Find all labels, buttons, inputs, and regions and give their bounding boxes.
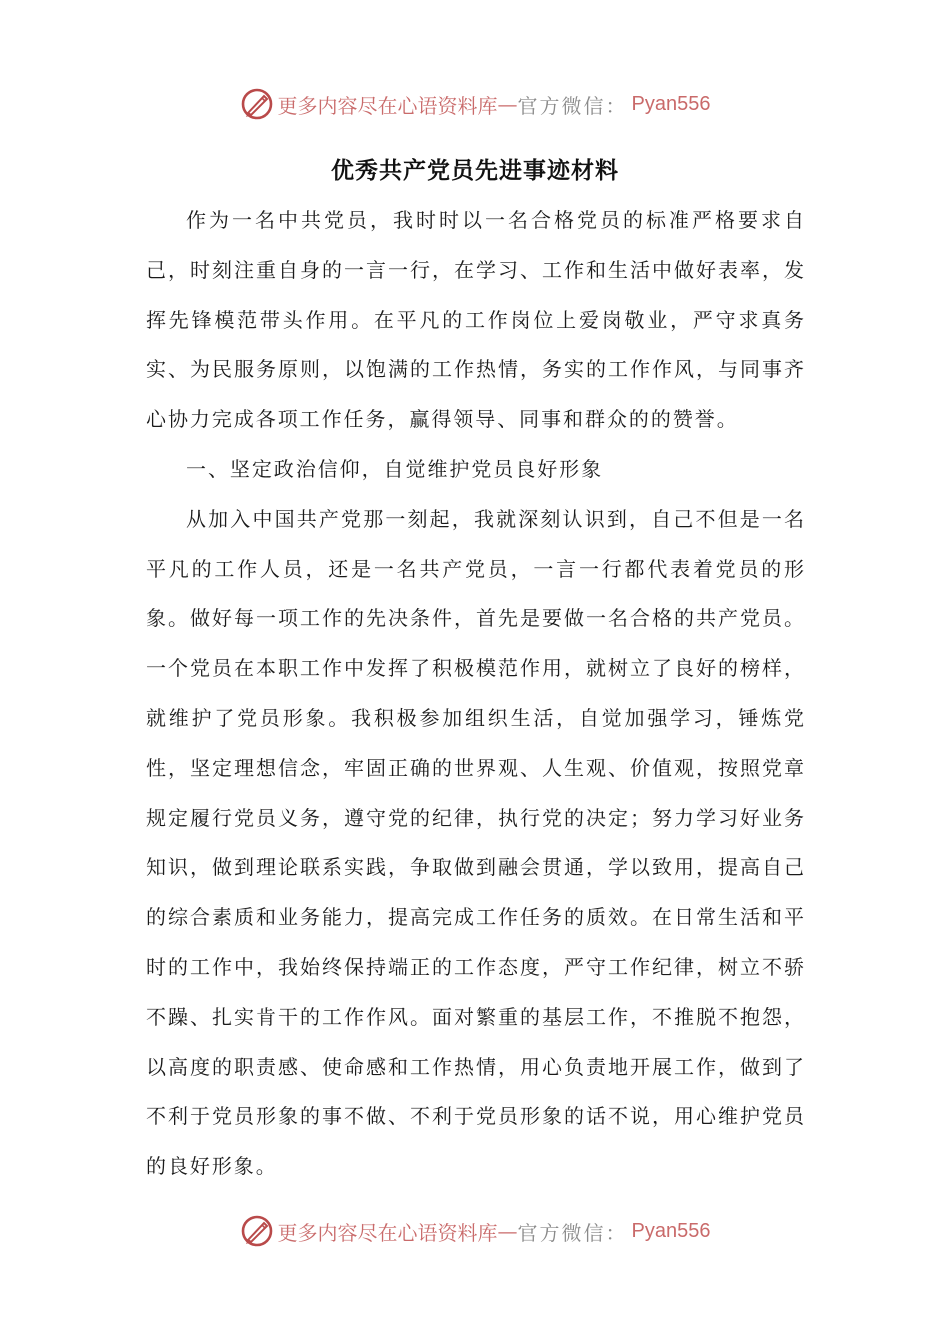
header-banner xyxy=(0,84,950,124)
banner-account-id: Pyan556 xyxy=(631,1219,711,1242)
banner-account-id: Pyan556 xyxy=(631,92,711,115)
pen-circle-logo-icon xyxy=(240,87,274,121)
banner-main-text: 更多内容尽在心语资料库 xyxy=(277,1220,498,1245)
footer-banner xyxy=(0,1211,950,1251)
section-heading: 一、坚定政治信仰，自觉维护党员良好形象 xyxy=(186,456,604,481)
banner-main-text: 更多内容尽在心语资料库 xyxy=(277,93,498,118)
document-title: 优秀共产党员先进事迹材料 xyxy=(331,158,619,184)
document-body xyxy=(146,196,806,1192)
banner-separator: — xyxy=(497,1219,518,1243)
banner-sub-text: 官方微信： xyxy=(517,1220,628,1245)
paragraph-intro: 作为一名中共党员，我时时以一名合格党员的标准严格要求自己，时刻注重自身的一言一行，在学习、工作和生活中做好表率，发挥先锋模范带头作用。在平凡的工作岗位上爱岗敬业，严守求真务实、为民服务原则，以饱满的工作热情，务实的工作作风，与同事齐心协力完成各项工作任务，赢得领导、同事和群众的的赞誉。 xyxy=(146,208,806,432)
pen-circle-logo-icon xyxy=(240,1214,274,1248)
paragraph-section-1: 从加入中国共产党那一刻起，我就深刻认识到，自己不但是一名平凡的工作人员，还是一名共产党员，一言一行都代表着党员的形象。做好每一项工作的先决条件，首先是要做一名合格的共产党员。一个党员在本职工作中发挥了积极模范作用，就树立了良好的榜样，就维护了党员形象。我积极参加组织生活，自觉加强学习，锤炼党性，坚定理想信念，牢固正确的世界观、人生观、价值观，按照党章规定履行党员义务，遵守党的纪律，执行党的决定；努力学习好业务知识，做到理论联系实践，争取做到融会贯通，学以致用，提高自己的综合素质和业务能力，提高完成工作任务的质效。在日常生活和平时的工作中，我始终保持端正的工作态度，严守工作纪律，树立不骄不躁、扎实肯干的工作作风。面对繁重的基层工作，不推脱不抱怨，以高度的职责感、使命感和工作热情，用心负责地开展工作，做到了不利于党员形象的事不做、不利于党员形象的话不说，用心维护党员的良好形象。 xyxy=(146,506,806,1179)
banner-separator: — xyxy=(497,92,518,116)
banner-sub-text: 官方微信： xyxy=(517,93,628,118)
